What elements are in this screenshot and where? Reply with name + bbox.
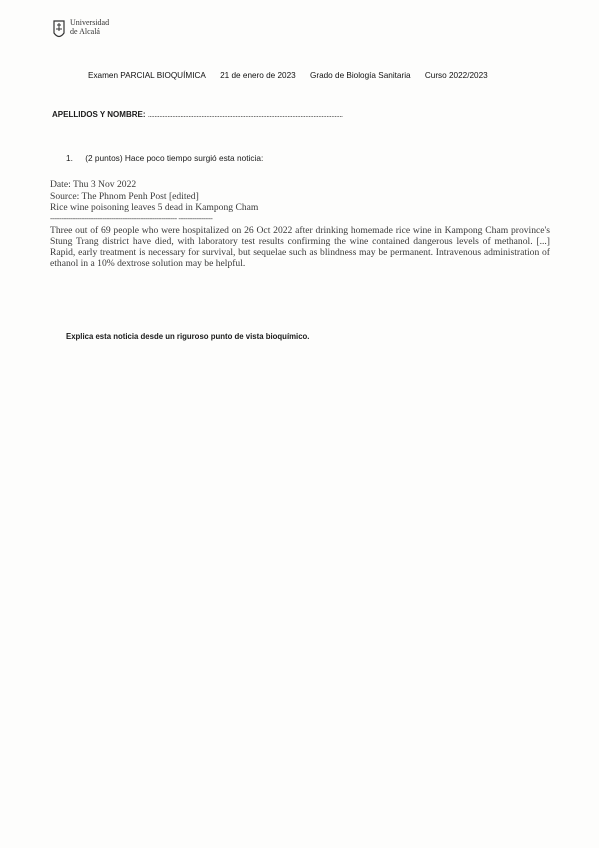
question-1 [66, 153, 263, 163]
question-text: (2 puntos) Hace poco tiempo surgió esta noticia: [85, 153, 264, 163]
name-field-blank: ........................................................................................................................ [147, 110, 343, 119]
university-logo [52, 18, 109, 41]
news-headline: Rice wine poisoning leaves 5 dead in Kampong Cham [50, 202, 259, 213]
task-instruction: Explica esta noticia desde un riguroso punto de vista bioquímico. [66, 332, 310, 341]
name-field [52, 110, 342, 119]
logo-line-2: de Alcalá [70, 27, 100, 36]
news-separator: -------------------------------------------------------- --------------- [50, 213, 213, 223]
exam-date: 21 de enero de 2023 [220, 71, 296, 80]
name-field-label: APELLIDOS Y NOMBRE: [52, 110, 146, 119]
course-year: Curso 2022/2023 [424, 71, 488, 80]
news-body: Three out of 69 people who were hospitalized on 26 Oct 2022 after drinking homemade rice wine in Kampong Cham province's Stung Trang district have died, with laboratory test results confirming the wine contained dangerous levels of methanol. [...] Rapid, early treatment is necessary for survival, but sequelae such as blindness may be permanent. Intravenous administration of ethanol in a 10% dextrose solution may be helpful. [50, 224, 550, 270]
degree-name: Grado de Biología Sanitaria [309, 71, 411, 80]
news-date: Date: Thu 3 Nov 2022 [50, 179, 137, 190]
exam-header [88, 71, 488, 80]
news-source: Source: The Phnom Penh Post [edited] [50, 190, 199, 202]
university-crest-icon [52, 19, 66, 41]
exam-title: Examen PARCIAL BIOQUÍMICA [88, 71, 206, 80]
news-excerpt [50, 179, 550, 270]
logo-line-1: Universidad [70, 18, 110, 27]
question-number: 1. [66, 153, 73, 163]
